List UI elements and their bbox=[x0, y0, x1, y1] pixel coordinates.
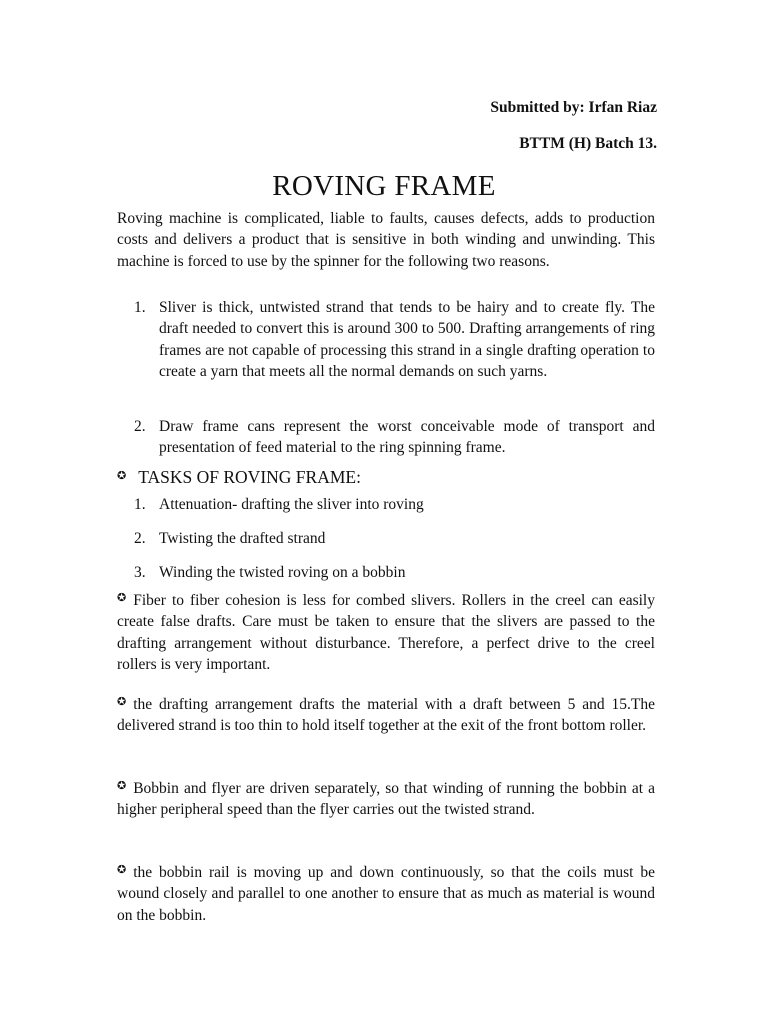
reason-number: 1. bbox=[134, 299, 146, 316]
reason-item bbox=[117, 416, 655, 459]
reason-item bbox=[117, 297, 655, 382]
task-number: 1. bbox=[134, 496, 146, 513]
note-paragraph bbox=[117, 860, 655, 926]
task-text: Twisting the drafted strand bbox=[159, 530, 326, 547]
tasks-heading-text: TASKS OF ROVING FRAME: bbox=[138, 467, 361, 487]
task-number: 3. bbox=[134, 564, 146, 581]
task-item bbox=[117, 562, 655, 583]
task-item bbox=[117, 528, 655, 549]
submitted-by-line: Submitted by: Irfan Riaz bbox=[490, 99, 657, 116]
note-text: Bobbin and flyer are driven separately, so that winding of running the bobbin at a higher peripheral speed than the flyer carries out the twisted strand. bbox=[117, 780, 655, 819]
batch-line: BTTM (H) Batch 13. bbox=[519, 135, 657, 152]
task-text: Winding the twisted roving on a bobbin bbox=[159, 564, 406, 581]
note-paragraph bbox=[117, 692, 655, 737]
intro-paragraph: Roving machine is complicated, liable to faults, causes defects, adds to production costs and delivers a product that is sensitive in both winding and unwinding. This machine is forced to use by the spinner for the following two reasons. bbox=[117, 210, 655, 270]
note-text: the bobbin rail is moving up and down continuously, so that the coils must be wound closely and parallel to one another to ensure that as much as material is wound on the bobbin. bbox=[117, 864, 655, 924]
reason-text: Sliver is thick, untwisted strand that tends to be hairy and to create fly. The draft needed to convert this is around 300 to 500. Drafting arrangements of ring frames are not capable of processing this strand in a single drafting operation to create a yarn that meets all the normal demands on such yarns. bbox=[159, 299, 655, 380]
star-bullet-icon: ✪ bbox=[117, 470, 127, 482]
star-bullet-icon: ✪ bbox=[117, 696, 127, 708]
note-text: the drafting arrangement drafts the material with a draft between 5 and 15.The delivered strand is too thin to hold itself together at the exit of the front bottom roller. bbox=[117, 696, 655, 735]
reason-number: 2. bbox=[134, 418, 146, 435]
tasks-heading bbox=[117, 464, 361, 489]
star-bullet-icon: ✪ bbox=[117, 592, 127, 604]
star-bullet-icon: ✪ bbox=[117, 864, 127, 876]
task-text: Attenuation- drafting the sliver into roving bbox=[159, 496, 424, 513]
document-title: ROVING FRAME bbox=[272, 170, 496, 202]
task-number: 2. bbox=[134, 530, 146, 547]
note-paragraph bbox=[117, 776, 655, 821]
reason-text: Draw frame cans represent the worst conceivable mode of transport and presentation of feed material to the ring spinning frame. bbox=[159, 418, 655, 457]
note-text: Fiber to fiber cohesion is less for combed slivers. Rollers in the creel can easily create false drafts. Care must be taken to ensure that the slivers are passed to the drafting arrangement without disturbance. Therefore, a perfect drive to the creel rollers is very important. bbox=[117, 592, 655, 673]
task-item bbox=[117, 494, 655, 515]
star-bullet-icon: ✪ bbox=[117, 780, 127, 792]
note-paragraph bbox=[117, 588, 655, 675]
